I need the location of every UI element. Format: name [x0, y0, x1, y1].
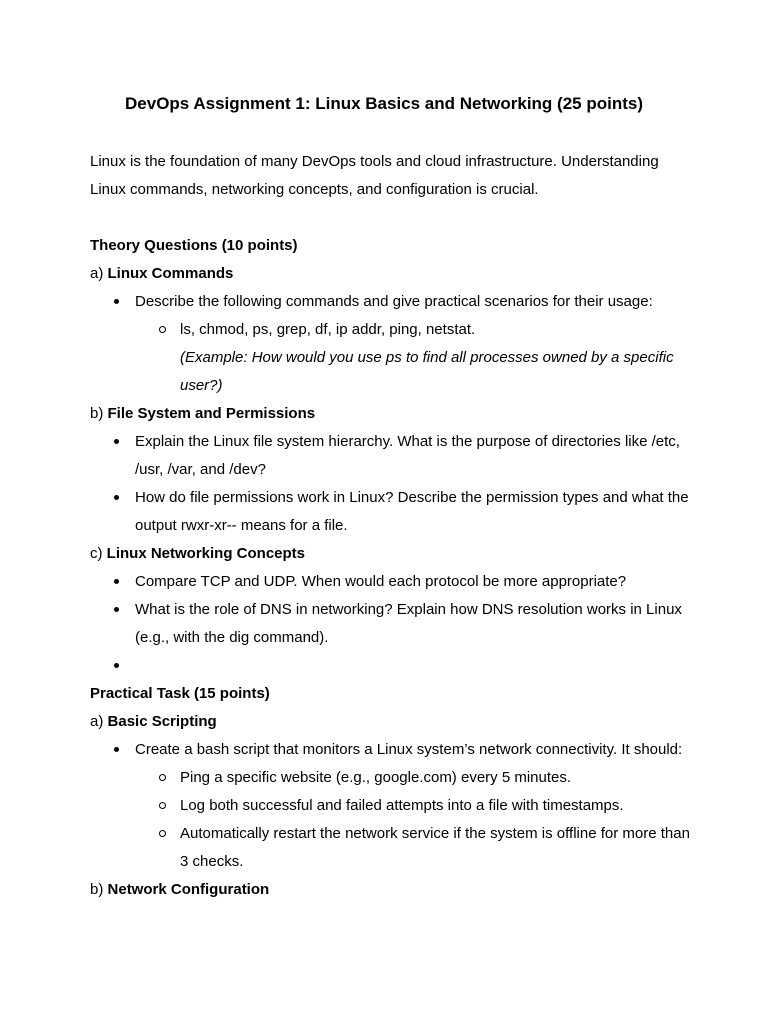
practical-heading: Practical Task (15 points)	[90, 685, 270, 702]
theory-c-bullet-1: Compare TCP and UDP. When would each protocol be more appropriate?	[90, 568, 690, 596]
document-title: DevOps Assignment 1: Linux Basics and Networking (25 points)	[125, 94, 643, 113]
practical-a-bullet-1: Create a bash script that monitors a Linux system’s network connectivity. It should:	[90, 736, 690, 764]
theory-c-bullet-2: What is the role of DNS in networking? Explain how DNS resolution works in Linux (e.g., with the dig command).	[90, 596, 690, 652]
document-body	[90, 148, 690, 904]
theory-a-heading	[90, 260, 690, 288]
theory-heading: Theory Questions (10 points)	[90, 237, 298, 254]
theory-b-prefix: b)	[90, 405, 108, 422]
practical-a-title: Basic Scripting	[107, 713, 217, 730]
spacer	[90, 204, 690, 232]
theory-a-prefix: a)	[90, 265, 108, 282]
theory-b-heading	[90, 400, 690, 428]
theory-a-bullet-1: Describe the following commands and give practical scenarios for their usage:	[90, 288, 690, 316]
theory-a-title: Linux Commands	[107, 265, 234, 282]
practical-b-title: Network Configuration	[107, 881, 270, 898]
theory-b-title: File System and Permissions	[107, 405, 316, 422]
practical-b-heading	[90, 876, 690, 904]
theory-a-sub-1: ls, chmod, ps, grep, df, ip addr, ping, netstat.	[90, 316, 690, 344]
theory-c-heading	[90, 540, 690, 568]
theory-b-bullet-1: Explain the Linux file system hierarchy. What is the purpose of directories like /etc, /usr, /var, and /dev?	[90, 428, 690, 484]
intro-paragraph: Linux is the foundation of many DevOps tools and cloud infrastructure. Understanding Linux commands, networking concepts, and configuration is crucial.	[90, 153, 659, 198]
practical-a-sub-3: Automatically restart the network service if the system is offline for more than 3 checks.	[90, 820, 690, 876]
theory-c-title: Linux Networking Concepts	[106, 545, 306, 562]
practical-a-prefix: a)	[90, 713, 108, 730]
theory-c-prefix: c)	[90, 545, 107, 562]
practical-a-sub-2: Log both successful and failed attempts into a file with timestamps.	[90, 792, 690, 820]
practical-a-sub-1: Ping a specific website (e.g., google.com) every 5 minutes.	[90, 764, 690, 792]
theory-b-bullet-2: How do file permissions work in Linux? Describe the permission types and what the output rwxr-xr-- means for a file.	[90, 484, 690, 540]
practical-b-prefix: b)	[90, 881, 108, 898]
theory-a-example: (Example: How would you use ps to find all processes owned by a specific user?)	[180, 349, 674, 394]
theory-c-bullet-3	[90, 652, 690, 680]
practical-a-heading	[90, 708, 690, 736]
